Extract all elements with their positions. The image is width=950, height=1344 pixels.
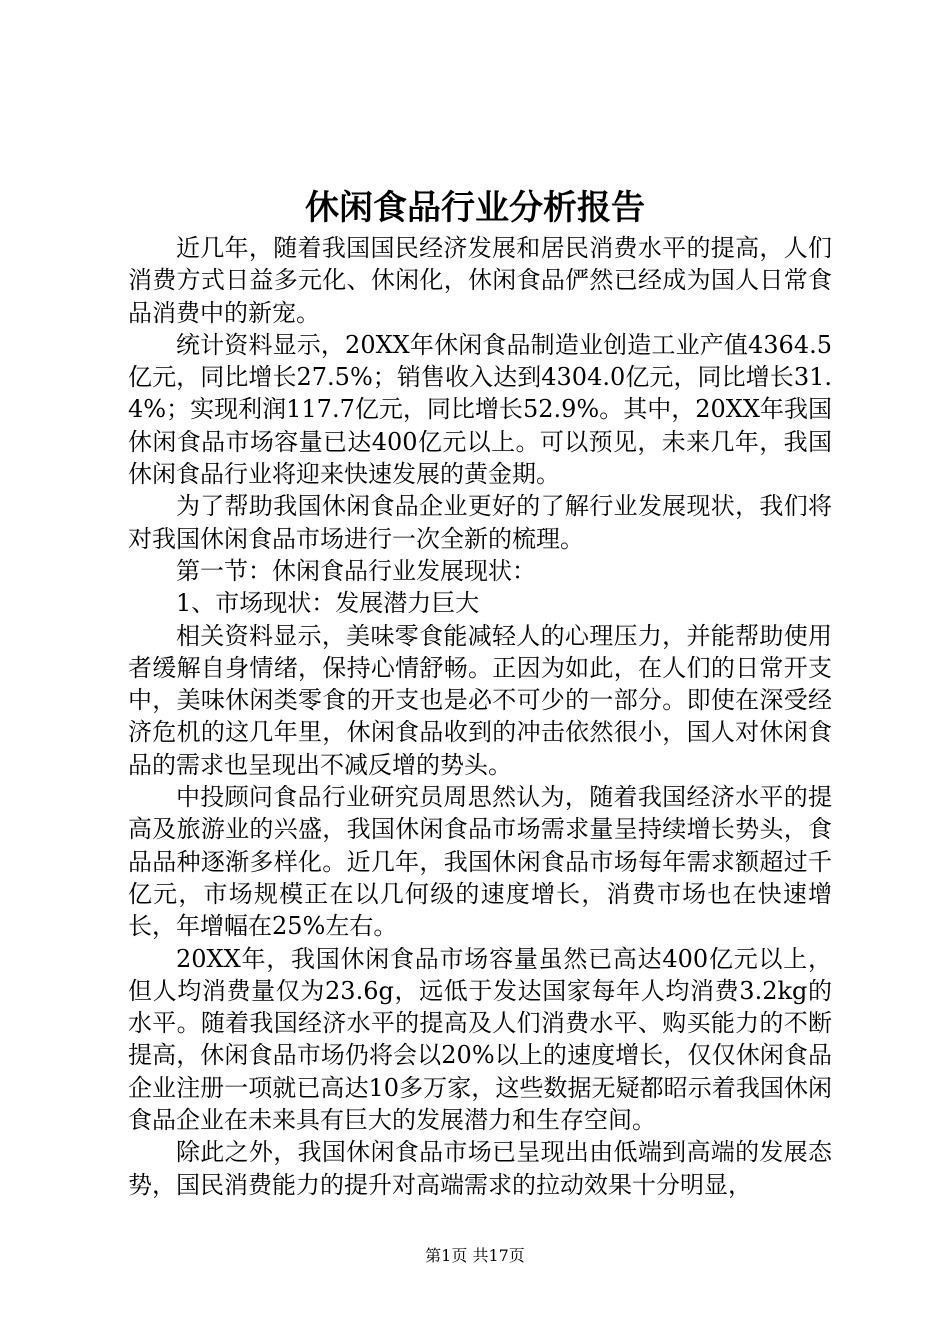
page-number-footer: 第1页 共17页 xyxy=(425,1246,525,1265)
paragraph-demand: 相关资料显示，美味零食能减轻人的心理压力，并能帮助使用者缓解自身情绪，保持心情舒畅。正因为如此，在人们的日常开支中，美味休闲类零食的开支也是必不可少的一部分。即使在深受经济危机的这几年里，休闲食品收到的冲击依然很小，国人对休闲食品的需求也呈现出不减反增的势头。 xyxy=(128,621,832,779)
section-heading: 第一节：休闲食品行业发展现状： xyxy=(176,556,536,585)
document-body xyxy=(128,232,832,1201)
subsection-heading: 1、市场现状：发展潜力巨大 xyxy=(176,589,480,618)
paragraph-purpose: 为了帮助我国休闲食品企业更好的了解行业发展现状，我们将对我国休闲食品市场进行一次全新的梳理。 xyxy=(128,492,832,553)
paragraph-intro: 近几年，随着我国国民经济发展和居民消费水平的提高，人们消费方式日益多元化、休闲化，休闲食品俨然已经成为国人日常食品消费中的新宠。 xyxy=(128,234,832,327)
paragraph-analyst: 中投顾问食品行业研究员周思然认为，随着我国经济水平的提高及旅游业的兴盛，我国休闲食品市场需求量呈持续增长势头，食品品种逐渐多样化。近几年，我国休闲食品市场每年需求额超过千亿元，市场规模正在以几何级的速度增长，消费市场也在快速增长，年增幅在25%左右。 xyxy=(128,783,832,941)
paragraph-market-size: 20XX年，我国休闲食品市场容量虽然已高达400亿元以上，但人均消费量仅为23.6g，远低于发达国家每年人均消费3.2kg的水平。随着我国经济水平的提高及人们消费水平、购买能力的不断提高，休闲食品市场仍将会以20%以上的速度增长，仅仅休闲食品企业注册一项就已高达10多万家，这些数据无疑都昭示着我国休闲食品企业在未来具有巨大的发展潜力和生存空间。 xyxy=(128,944,832,1135)
page-title: 休闲食品行业分析报告 xyxy=(305,188,645,228)
paragraph-statistics: 统计资料显示，20XX年休闲食品制造业创造工业产值4364.5亿元，同比增长27.5%；销售收入达到4304.0亿元，同比增长31.4%；实现利润117.7亿元，同比增长52.9%。其中，20XX年我国休闲食品市场容量已达400亿元以上。可以预见，未来几年，我国休闲食品行业将迎来快速发展的黄金期。 xyxy=(128,330,832,489)
paragraph-trend: 除此之外，我国休闲食品市场已呈现出由低端到高端的发展态势，国民消费能力的提升对高端需求的拉动效果十分明显， xyxy=(128,1138,832,1199)
